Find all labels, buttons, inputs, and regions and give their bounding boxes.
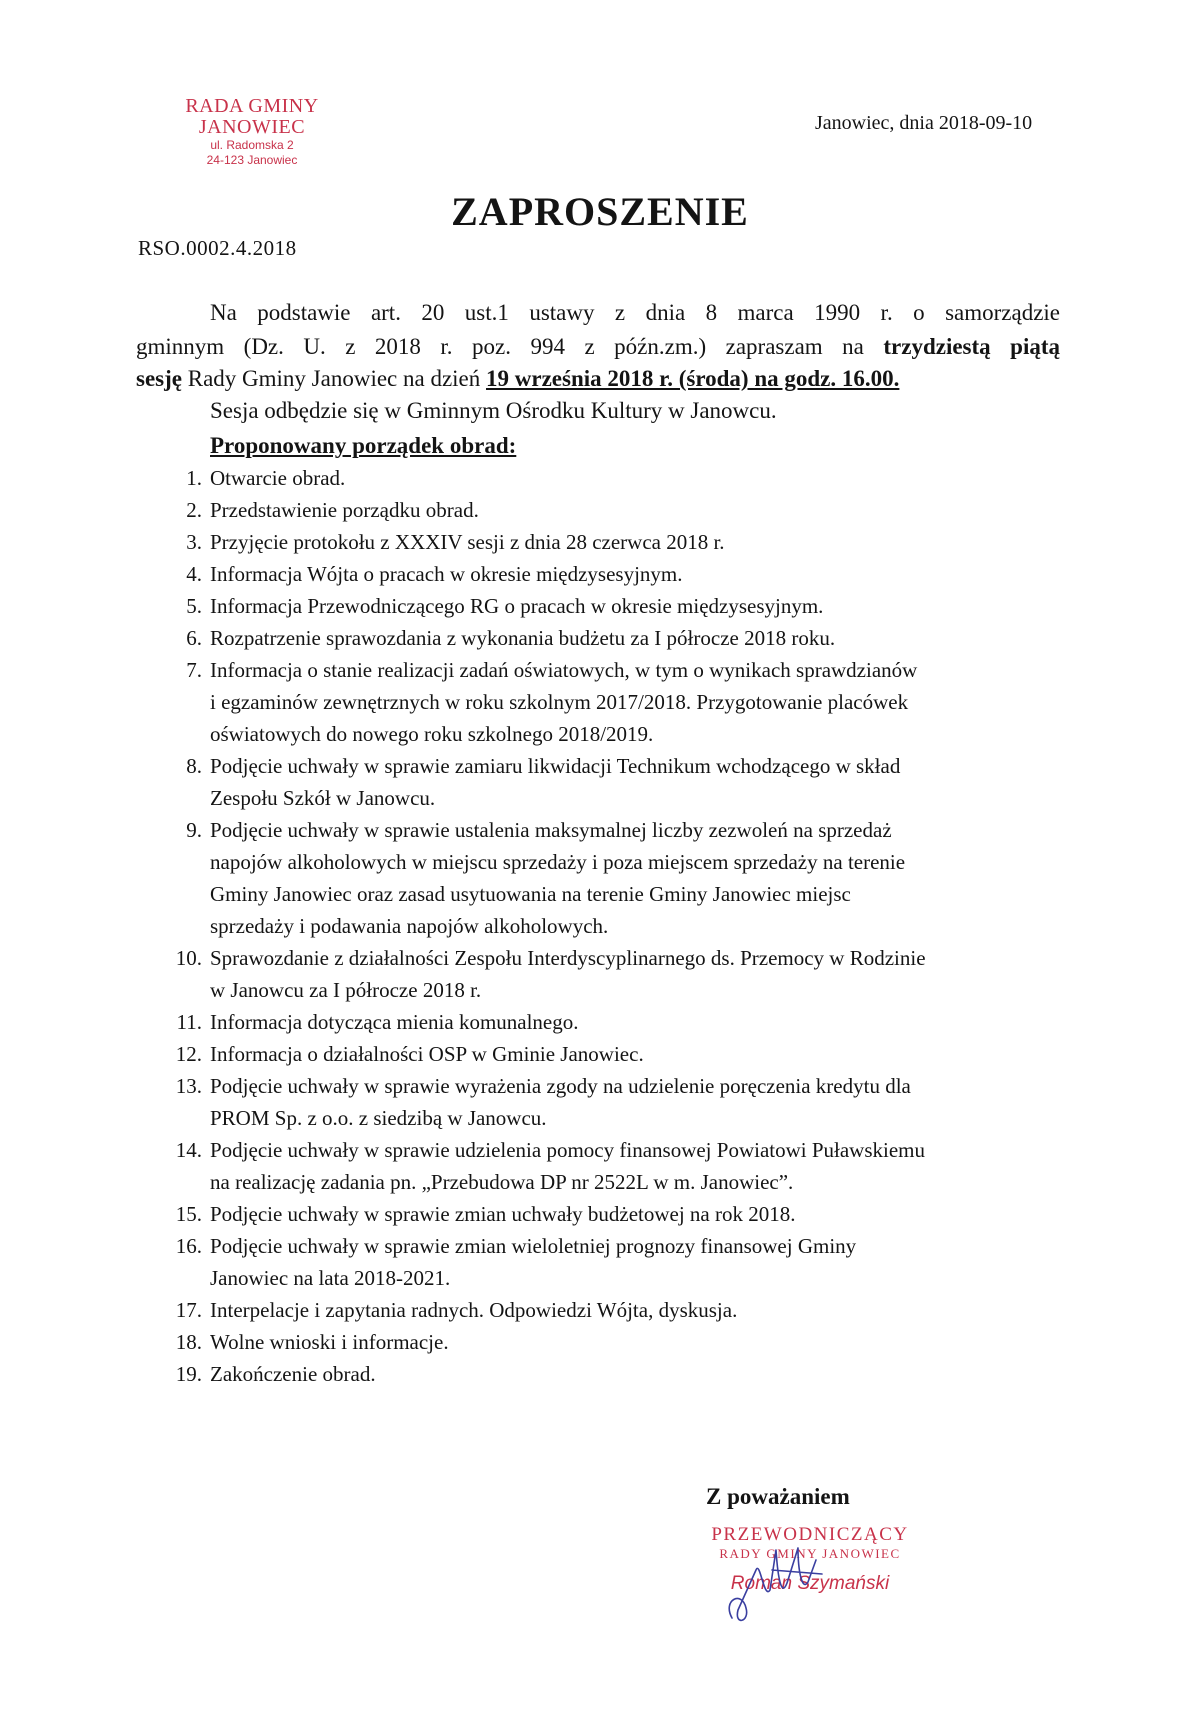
intro-line-2-text: gminnym (Dz. U. z 2018 r. poz. 994 z późn.zm.) zapraszam na <box>136 334 884 359</box>
session-word: sesję <box>136 366 182 391</box>
agenda-item <box>138 590 1078 622</box>
chairman-name: Roman Szymański <box>730 1572 890 1594</box>
stamp-line-street: ul. Radomska 2 <box>210 138 294 152</box>
reference-number: RSO.0002.4.2018 <box>138 236 297 260</box>
agenda-item-number: 16. <box>175 1234 202 1258</box>
agenda-item-text: Zakończenie obrad. <box>210 1362 376 1386</box>
agenda-item-number: 7. <box>186 658 202 682</box>
agenda-item-number: 15. <box>175 1202 202 1226</box>
agenda-item-text: Informacja o stanie realizacji zadań oświatowych, w tym o wynikach sprawdzianów i egzaminów zewnętrznych w roku szkolnym 2017/2018. Przygotowanie placówek oświatowych do nowego roku szkolnego 2018/2019. <box>210 658 918 746</box>
agenda-item <box>138 1134 1078 1198</box>
intro-line-3 <box>136 362 899 396</box>
agenda-item-text: Przedstawienie porządku obrad. <box>210 498 479 522</box>
agenda-item-text: Przyjęcie protokołu z XXXIV sesji z dnia 28 czerwca 2018 r. <box>210 530 725 554</box>
intro-line-1: Na podstawie art. 20 ust.1 ustawy z dnia 8 marca 1990 r. o samorządzie <box>210 300 1060 325</box>
agenda-item <box>138 1198 1078 1230</box>
agenda-item-text: Wolne wnioski i informacje. <box>210 1330 449 1354</box>
agenda-item <box>138 750 1078 814</box>
agenda-heading: Proponowany porządek obrad: <box>210 433 517 458</box>
agenda-item-number: 13. <box>175 1074 202 1098</box>
agenda-item <box>138 1230 1078 1294</box>
agenda-item-text: Sprawozdanie z działalności Zespołu Interdyscyplinarnego ds. Przemocy w Rodzinie w Janowcu za I półrocze 2018 r. <box>210 946 926 1002</box>
stamp-line-postcode: 24-123 Janowiec <box>206 153 298 167</box>
agenda-list <box>138 462 1078 1390</box>
agenda-item-number: 4. <box>186 562 202 586</box>
session-ordinal: trzydziestą piątą <box>883 334 1060 359</box>
agenda-item-text: Informacja Wójta o pracach w okresie międzysesyjnym. <box>210 562 683 586</box>
agenda-item <box>138 494 1078 526</box>
agenda-item <box>138 942 1078 1006</box>
agenda-item <box>138 622 1078 654</box>
agenda-item-text: Podjęcie uchwały w sprawie udzielenia pomocy finansowej Powiatowi Puławskiemu na realizację zadania pn. „Przebudowa DP nr 2522L w m. Janowiec”. <box>210 1138 926 1194</box>
intro-line-2 <box>136 330 1060 364</box>
stamp-line-municipality: JANOWIEC <box>198 116 306 138</box>
agenda-item-text: Podjęcie uchwały w sprawie wyrażenia zgody na udzielenie poręczenia kredytu dla PROM Sp. z o.o. z siedzibą w Janowcu. <box>210 1074 911 1130</box>
venue-line: Sesja odbędzie się w Gminnym Ośrodku Kultury w Janowcu. <box>210 398 777 423</box>
agenda-item-number: 1. <box>186 466 202 490</box>
agenda-item-text: Informacja dotycząca mienia komunalnego. <box>210 1010 579 1034</box>
document-title: ZAPROSZENIE <box>451 189 749 234</box>
council-stamp <box>172 96 332 168</box>
agenda-item-number: 17. <box>175 1298 202 1322</box>
chairman-council: RADY GMINY JANOWIEC <box>719 1545 901 1561</box>
intro-paragraph <box>136 296 1060 364</box>
agenda-item-number: 18. <box>175 1330 202 1354</box>
agenda-item <box>138 462 1078 494</box>
chairman-title: PRZEWODNICZĄCY <box>711 1524 909 1545</box>
agenda-item <box>138 558 1078 590</box>
agenda-item-number: 2. <box>186 498 202 522</box>
agenda-item-text: Interpelacje i zapytania radnych. Odpowiedzi Wójta, dyskusja. <box>210 1298 738 1322</box>
agenda-item-text: Informacja o działalności OSP w Gminie Janowiec. <box>210 1042 644 1066</box>
agenda-item <box>138 1038 1078 1070</box>
agenda-item-text: Podjęcie uchwały w sprawie zmian wieloletniej prognozy finansowej Gminy Janowiec na lata 2018-2021. <box>210 1234 857 1290</box>
agenda-item-text: Podjęcie uchwały w sprawie zmian uchwały budżetowej na rok 2018. <box>210 1202 796 1226</box>
session-date: 19 września 2018 r. (środa) na godz. 16.00. <box>486 366 900 391</box>
agenda-item <box>138 1358 1078 1390</box>
stamp-line-council: RADA GMINY <box>185 95 319 117</box>
place-date: Janowiec, dnia 2018-09-10 <box>815 112 1033 134</box>
agenda-item-number: 11. <box>176 1010 202 1034</box>
agenda-item-number: 6. <box>186 626 202 650</box>
agenda-item-number: 14. <box>175 1138 202 1162</box>
agenda-item-text: Otwarcie obrad. <box>210 466 346 490</box>
closing-phrase: Z poważaniem <box>706 1484 850 1509</box>
handwritten-signature <box>712 1530 852 1630</box>
agenda-item-number: 3. <box>186 530 202 554</box>
agenda-item-number: 10. <box>175 946 202 970</box>
agenda-item <box>138 1006 1078 1038</box>
agenda-item-text: Podjęcie uchwały w sprawie zamiaru likwidacji Technikum wchodzącego w skład Zespołu Szkół w Janowcu. <box>210 754 901 810</box>
agenda-item <box>138 654 1078 750</box>
agenda-item <box>138 526 1078 558</box>
agenda-item <box>138 1070 1078 1134</box>
agenda-item-number: 12. <box>175 1042 202 1066</box>
agenda-item <box>138 1294 1078 1326</box>
agenda-item-number: 19. <box>175 1362 202 1386</box>
agenda-item-number: 9. <box>186 818 202 842</box>
agenda-item-number: 8. <box>186 754 202 778</box>
agenda-item-text: Podjęcie uchwały w sprawie ustalenia maksymalnej liczby zezwoleń na sprzedaż napojów alkoholowych w miejscu sprzedaży i poza miejscem sprzedaży na terenie Gminy Janowiec oraz zasad usytuowania na terenie Gminy Janowiec miejsc sprzedaży i podawania napojów alkoholowych. <box>210 818 906 938</box>
agenda-item <box>138 814 1078 942</box>
intro-line-3-text: Rady Gminy Janowiec na dzień <box>181 366 487 391</box>
agenda-item-text: Rozpatrzenie sprawozdania z wykonania budżetu za I półrocze 2018 roku. <box>210 626 836 650</box>
agenda-item-text: Informacja Przewodniczącego RG o pracach w okresie międzysesyjnym. <box>210 594 824 618</box>
agenda-item <box>138 1326 1078 1358</box>
agenda-item-number: 5. <box>186 594 202 618</box>
